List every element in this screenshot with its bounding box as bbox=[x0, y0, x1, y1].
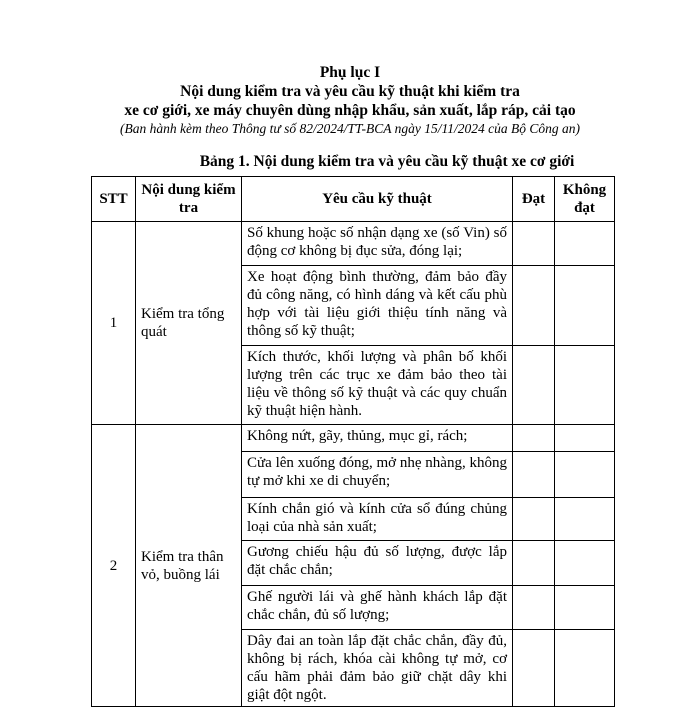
requirement-text: Ghế người lái và ghế hành khách lắp đặt chắc chắn, đủ số lượng; bbox=[247, 589, 507, 623]
header-content: Nội dung kiểm tra bbox=[136, 177, 242, 222]
requirement-cell bbox=[242, 630, 513, 707]
pass-cell[interactable] bbox=[513, 452, 555, 498]
pass-cell[interactable] bbox=[513, 346, 555, 425]
pass-cell[interactable] bbox=[513, 222, 555, 266]
pass-cell[interactable] bbox=[513, 541, 555, 586]
inspection-table bbox=[91, 176, 615, 707]
table-row bbox=[92, 425, 615, 452]
pass-cell[interactable] bbox=[513, 266, 555, 346]
table-header-row bbox=[92, 177, 615, 222]
requirement-text: Không nứt, gãy, thủng, mục gỉ, rách; bbox=[247, 428, 468, 444]
requirement-text: Kính chắn gió và kính cửa sổ đúng chủng loại của nhà sản xuất; bbox=[247, 501, 507, 535]
header-stt: STT bbox=[92, 177, 136, 222]
appendix-title-line-1: Nội dung kiểm tra và yêu cầu kỹ thuật khi kiểm tra bbox=[180, 83, 520, 100]
fail-cell[interactable] bbox=[555, 266, 615, 346]
fail-cell[interactable] bbox=[555, 222, 615, 266]
requirement-text: Xe hoạt động bình thường, đảm bảo đầy đủ công năng, có hình dáng và kết cấu phù hợp với tài liệu giới thiệu tính năng và thông số kỹ thuật; bbox=[247, 269, 507, 339]
requirement-cell bbox=[242, 498, 513, 541]
appendix-label: Phụ lục I bbox=[319, 64, 381, 81]
requirement-cell bbox=[242, 346, 513, 425]
requirement-text: Dây đai an toàn lắp đặt chắc chắn, đầy đủ, không bị rách, khóa cài không tự mở, cơ cấu hãm phải đảm bảo giữ chặt dây khi giật đột ngột. bbox=[247, 633, 507, 703]
fail-cell[interactable] bbox=[555, 498, 615, 541]
table-row bbox=[92, 222, 615, 266]
requirement-cell bbox=[242, 266, 513, 346]
fail-cell[interactable] bbox=[555, 452, 615, 498]
pass-cell[interactable] bbox=[513, 586, 555, 630]
requirement-text: Gương chiếu hậu đủ số lượng, được lắp đặt chắc chắn; bbox=[247, 544, 507, 578]
document-header bbox=[0, 63, 700, 137]
requirement-text: Kích thước, khối lượng và phân bố khối lượng trên các trục xe đảm bảo theo tài liệu về thông số kỹ thuật và các quy chuẩn kỹ thuật hiện hành. bbox=[247, 349, 507, 419]
header-pass: Đạt bbox=[513, 177, 555, 222]
requirement-cell bbox=[242, 541, 513, 586]
header-fail: Không đạt bbox=[555, 177, 615, 222]
header-requirement: Yêu cầu kỹ thuật bbox=[242, 177, 513, 222]
fail-cell[interactable] bbox=[555, 630, 615, 707]
group-content: Kiểm tra tổng quát bbox=[136, 222, 242, 425]
fail-cell[interactable] bbox=[555, 346, 615, 425]
requirement-cell bbox=[242, 452, 513, 498]
pass-cell[interactable] bbox=[513, 498, 555, 541]
requirement-cell bbox=[242, 586, 513, 630]
group-content: Kiểm tra thân vỏ, buồng lái bbox=[136, 425, 242, 707]
fail-cell[interactable] bbox=[555, 425, 615, 452]
requirement-text: Cửa lên xuống đóng, mở nhẹ nhàng, không tự mở khi xe di chuyển; bbox=[247, 455, 507, 489]
group-stt: 2 bbox=[92, 425, 136, 707]
appendix-title-line-2: xe cơ giới, xe máy chuyên dùng nhập khẩu, sản xuất, lắp ráp, cải tạo bbox=[124, 102, 576, 119]
pass-cell[interactable] bbox=[513, 425, 555, 452]
table-title: Bảng 1. Nội dung kiểm tra và yêu cầu kỹ thuật xe cơ giới bbox=[199, 153, 575, 170]
requirement-cell bbox=[242, 425, 513, 452]
issuance-note: (Ban hành kèm theo Thông tư số 82/2024/TT-BCA ngày 15/11/2024 của Bộ Công an) bbox=[120, 121, 580, 136]
pass-cell[interactable] bbox=[513, 630, 555, 707]
fail-cell[interactable] bbox=[555, 586, 615, 630]
fail-cell[interactable] bbox=[555, 541, 615, 586]
group-stt: 1 bbox=[92, 222, 136, 425]
requirement-cell bbox=[242, 222, 513, 266]
requirement-text: Số khung hoặc số nhận dạng xe (số Vin) số động cơ không bị đục sửa, đóng lại; bbox=[247, 225, 507, 259]
